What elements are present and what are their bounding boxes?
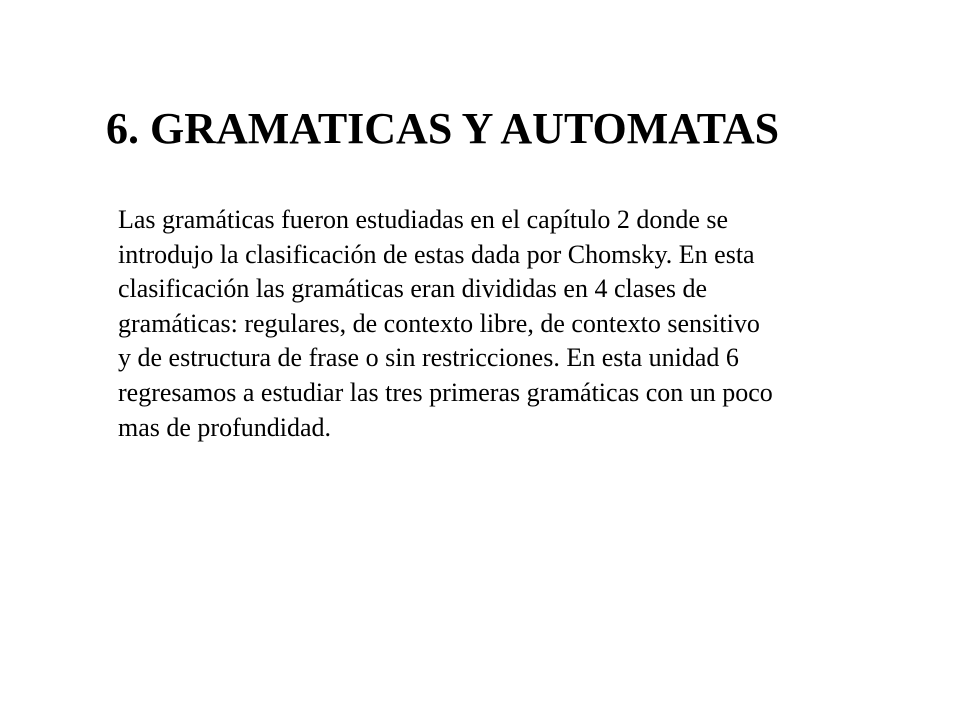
- slide-body-text: [118, 203, 773, 445]
- body-line: mas de profundidad.: [118, 412, 332, 442]
- slide-title: 6. GRAMATICAS Y AUTOMATAS: [106, 104, 780, 153]
- body-line: clasificación las gramáticas eran divididas en 4 clases de: [118, 274, 708, 304]
- body-line: regresamos a estudiar las tres primeras gramáticas con un poco: [118, 377, 773, 407]
- body-line: introdujo la clasificación de estas dada por Chomsky. En esta: [118, 239, 755, 269]
- body-line: Las gramáticas fueron estudiadas en el capítulo 2 donde se: [118, 205, 729, 234]
- body-line: y de estructura de frase o sin restricciones. En esta unidad 6: [118, 343, 739, 373]
- body-line: gramáticas: regulares, de contexto libre, de contexto sensitivo: [118, 308, 760, 338]
